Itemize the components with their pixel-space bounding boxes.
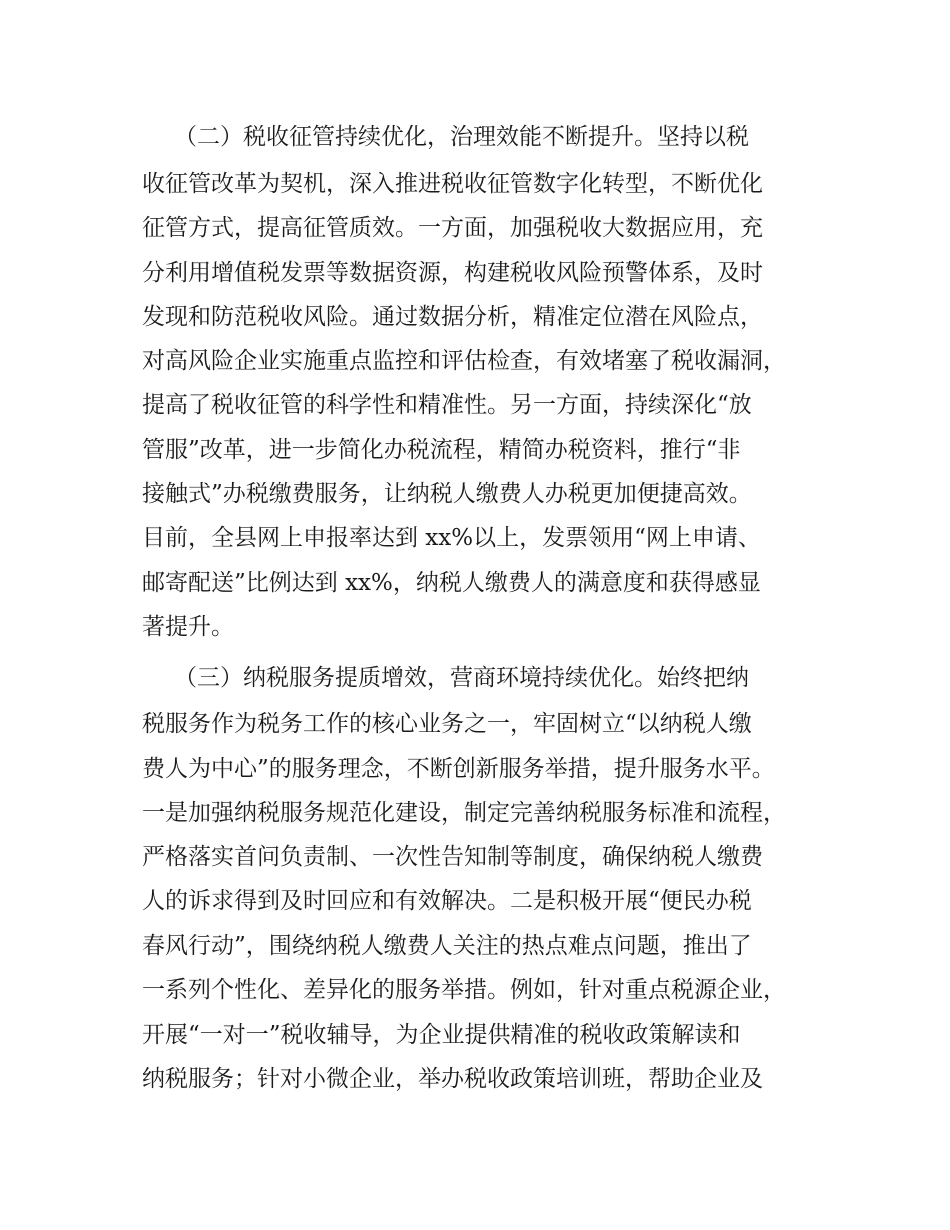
- text-line: （三）纳税服务提质增效，营商环境持续优化。始终把纳: [174, 665, 749, 691]
- text-line: （二）税收征管持续优化，治理效能不断提升。坚持以税: [174, 124, 749, 150]
- text-line: 费人为中心”的服务理念，不断创新服务举措，提升服务水平。: [142, 756, 775, 782]
- text-line: 一是加强纳税服务规范化建设，制定完善纳税服务标准和流程，: [142, 800, 786, 826]
- text-line: 税服务作为税务工作的核心业务之一，牢固树立“以纳税人缴: [142, 711, 752, 737]
- text-line: 开展“一对一”税收辅导，为企业提供精准的税收政策解读和: [142, 1022, 741, 1048]
- text-line: 春风行动”，围绕纳税人缴费人关注的热点难点问题，推出了: [142, 933, 752, 959]
- text-line: 提高了税收征管的科学性和精准性。另一方面，持续深化“放: [142, 392, 752, 418]
- text-line: 接触式”办税缴费服务，让纳税人缴费人办税更加便捷高效。: [142, 481, 752, 507]
- text-line: 目前，全县网上申报率达到 xx%以上，发票领用“网上申请、: [142, 525, 761, 551]
- text-line: 征管方式，提高征管质效。一方面，加强税收大数据应用，充: [142, 215, 763, 241]
- text-line: 著提升。: [142, 614, 234, 640]
- text-line: 一系列个性化、差异化的服务举措。例如，针对重点税源企业，: [142, 977, 786, 1003]
- text-line: 分利用增值税发票等数据资源，构建税收风险预警体系，及时: [142, 260, 763, 286]
- text-line: 人的诉求得到及时回应和有效解决。二是积极开展“便民办税: [142, 888, 752, 914]
- text-line: 对高风险企业实施重点监控和评估检查，有效堵塞了税收漏洞，: [142, 348, 786, 374]
- text-line: 发现和防范税收风险。通过数据分析，精准定位潜在风险点，: [142, 304, 763, 330]
- text-line: 纳税服务；针对小微企业，举办税收政策培训班，帮助企业及: [142, 1066, 763, 1092]
- text-line: 邮寄配送”比例达到 xx%，纳税人缴费人的满意度和获得感显: [142, 570, 761, 596]
- text-line: 严格落实首问负责制、一次性告知制等制度，确保纳税人缴费: [142, 844, 763, 870]
- text-line: 收征管改革为契机，深入推进税收征管数字化转型，不断优化: [142, 171, 763, 197]
- text-line: 管服”改革，进一步简化办税流程，精简办税资料，推行“非: [142, 437, 741, 463]
